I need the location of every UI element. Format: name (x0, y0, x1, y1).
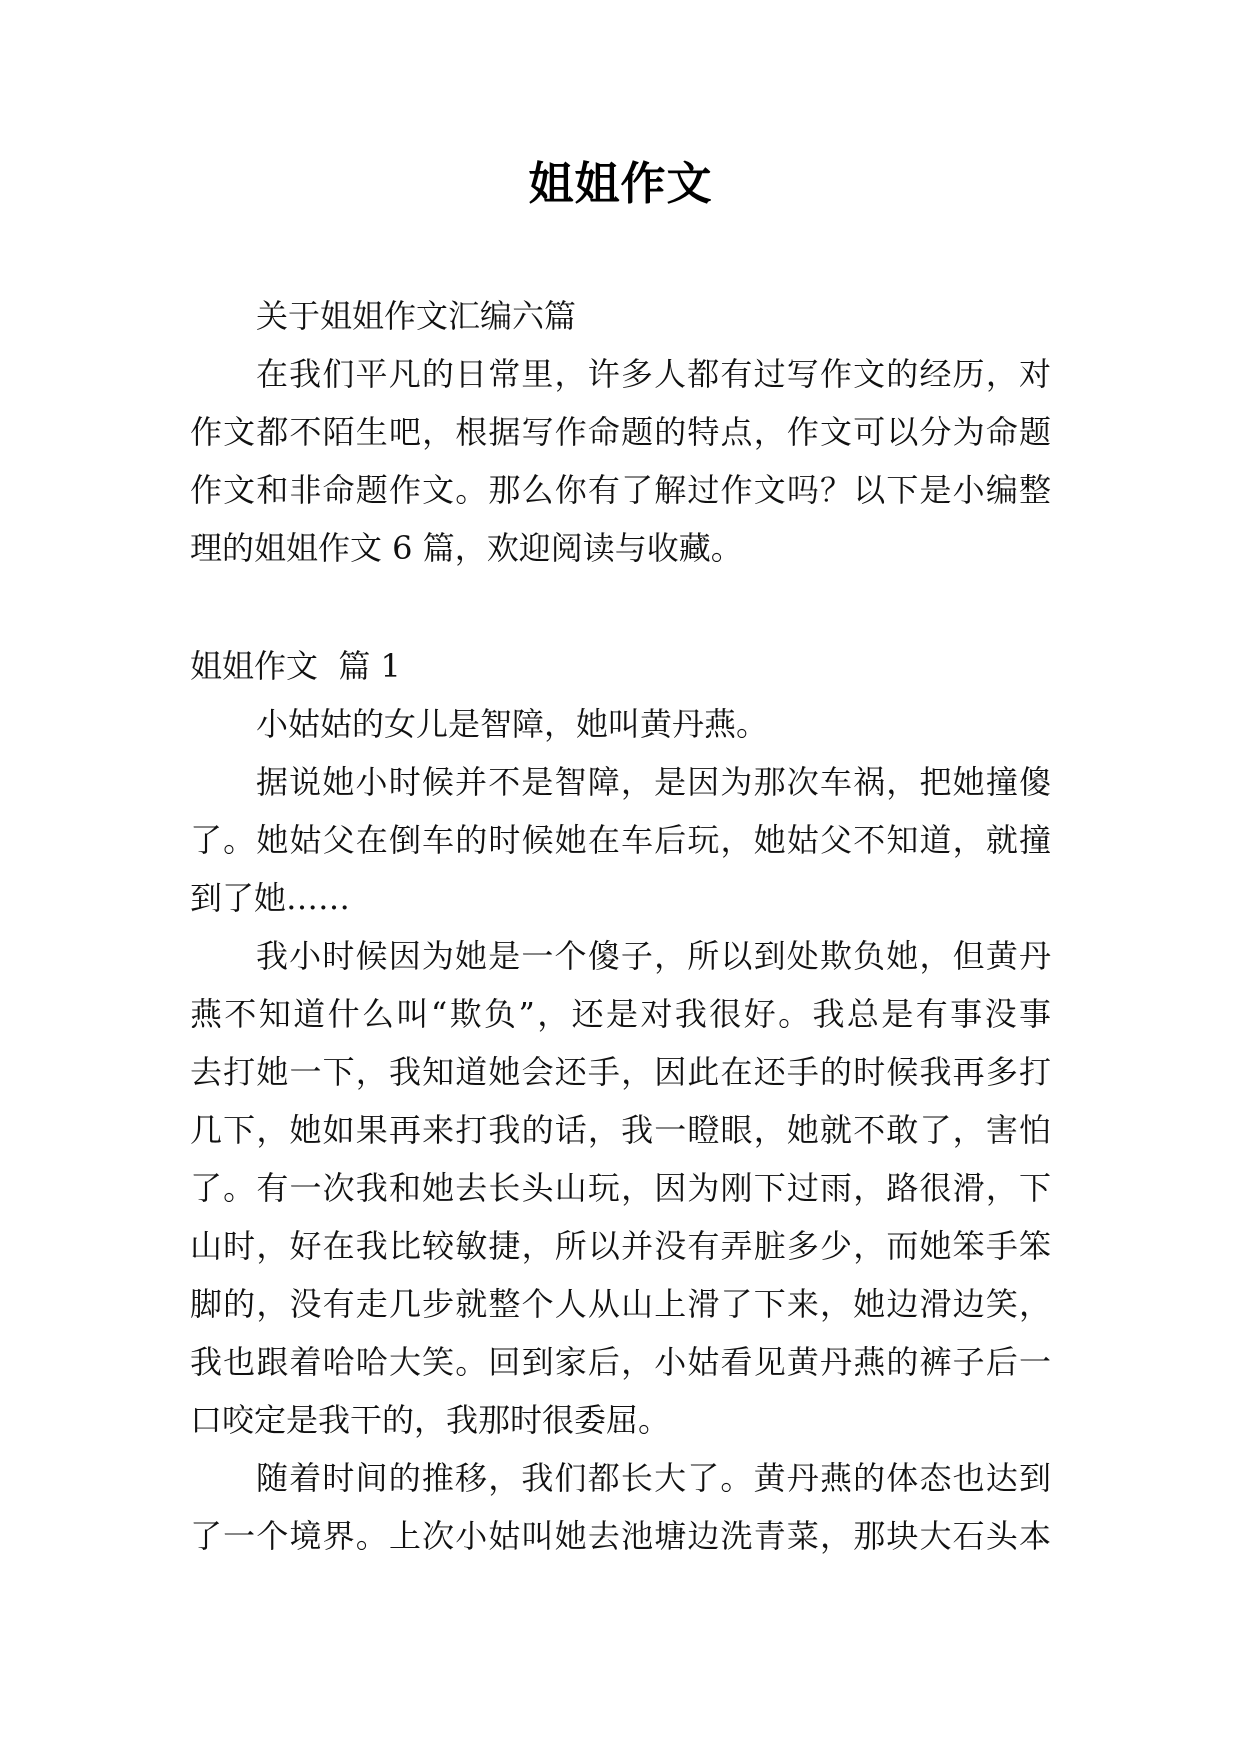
paragraph-line: 脚的，没有走几步就整个人从山上滑了下来，她边滑边笑， (190, 1285, 1051, 1323)
paragraph-line: 了。她姑父在倒车的时候她在车后玩，她姑父不知道，就撞 (190, 821, 1051, 859)
paragraph-line: 口咬定是我干的，我那时很委屈。 (190, 1401, 671, 1439)
paragraph (190, 345, 1051, 577)
paragraph-line: 理的姐姐作文 6 篇，欢迎阅读与收藏。 (190, 529, 743, 567)
paragraph-line: 我也跟着哈哈大笑。回到家后，小姑看见黄丹燕的裤子后一 (190, 1343, 1051, 1381)
paragraph (190, 1449, 1051, 1565)
paragraph (190, 287, 1051, 345)
paragraph-line: 作文和非命题作文。那么你有了解过作文吗？以下是小编整 (190, 471, 1051, 509)
section-heading: 姐姐作文 篇 1 (190, 647, 401, 685)
paragraph-line: 几下，她如果再来打我的话，我一瞪眼，她就不敢了，害怕 (190, 1111, 1051, 1149)
paragraph-line: 我小时候因为她是一个傻子，所以到处欺负她，但黄丹 (256, 937, 1051, 975)
paragraph (190, 695, 1051, 753)
paragraph-line: 了。有一次我和她去长头山玩，因为刚下过雨，路很滑，下 (190, 1169, 1051, 1207)
paragraph-line: 在我们平凡的日常里，许多人都有过写作文的经历，对 (256, 355, 1051, 393)
intro-heading: 关于姐姐作文汇编六篇 (256, 297, 577, 335)
paragraph-line: 到了她…… (190, 879, 351, 917)
paragraph-line: 燕不知道什么叫“欺负”，还是对我很好。我总是有事没事 (190, 995, 1051, 1033)
paragraph-line: 据说她小时候并不是智障，是因为那次车祸，把她撞傻 (256, 763, 1051, 801)
paragraph (190, 927, 1051, 1449)
paragraph-line: 了一个境界。上次小姑叫她去池塘边洗青菜，那块大石头本 (190, 1517, 1051, 1555)
paragraph-line: 山时，好在我比较敏捷，所以并没有弄脏多少，而她笨手笨 (190, 1227, 1051, 1265)
paragraph-line: 去打她一下，我知道她会还手，因此在还手的时候我再多打 (190, 1053, 1051, 1091)
document-title: 姐姐作文 (528, 157, 713, 210)
paragraph-line: 作文都不陌生吧，根据写作命题的特点，作文可以分为命题 (190, 413, 1051, 451)
document-body (190, 287, 1051, 1565)
paragraph-line: 小姑姑的女儿是智障，她叫黄丹燕。 (256, 705, 769, 743)
paragraph (190, 753, 1051, 927)
paragraph-line: 随着时间的推移，我们都长大了。黄丹燕的体态也达到 (256, 1459, 1051, 1497)
